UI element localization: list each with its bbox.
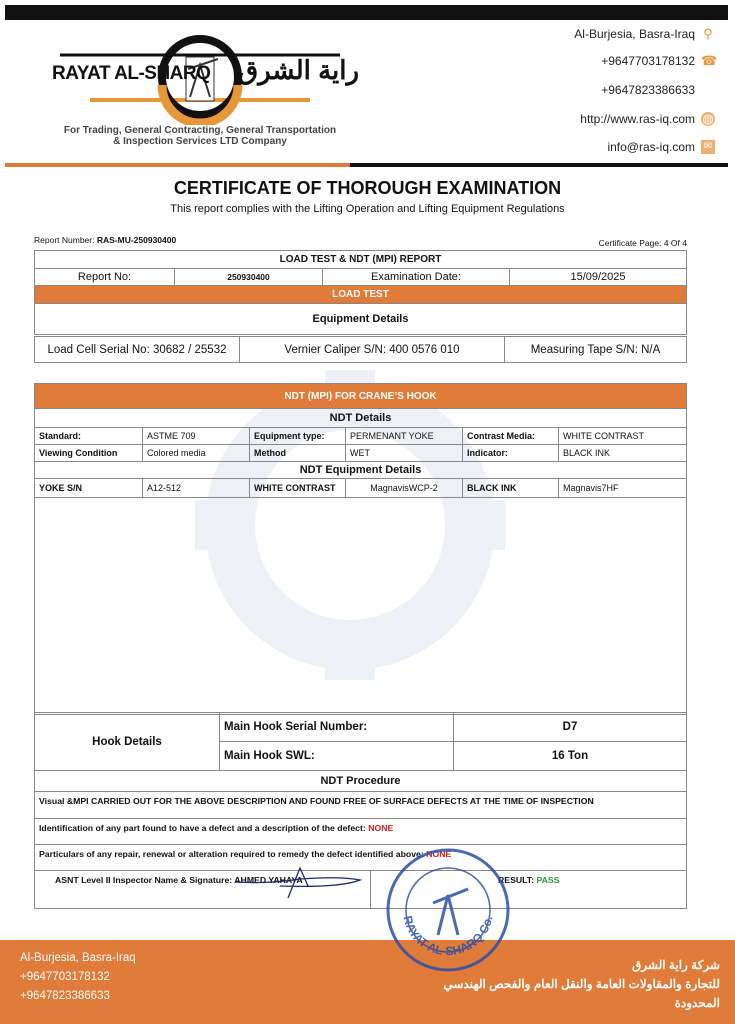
top-bar [5, 5, 728, 20]
standard-label: Standard: [35, 428, 143, 445]
contrast-media-label: Contrast Media: [463, 428, 559, 445]
indicator-value: BLACK INK [559, 445, 687, 462]
report-number [34, 235, 176, 245]
footer-ar-ltd: المحدودة [674, 996, 720, 1010]
contact-email[interactable] [607, 140, 715, 154]
equipment-row [34, 336, 687, 363]
location-pin-icon: ⚲ [703, 26, 713, 41]
result-value: PASS [536, 875, 560, 885]
footer-phone-1: +9647703178132 [20, 971, 110, 983]
spacer [701, 83, 715, 97]
method-label: Method [250, 445, 346, 462]
ndt-equipment-details-header: NDT Equipment Details [35, 462, 687, 479]
equipment-type-label: Equipment type: [250, 428, 346, 445]
hook-swl-value: 16 Ton [454, 742, 687, 771]
indicator-label: Indicator: [463, 445, 559, 462]
vernier-caliper-serial: Vernier Caliper S/N: 400 0576 010 [240, 337, 505, 363]
yoke-sn-label: YOKE S/N [35, 479, 143, 498]
mail-icon: ✉ [701, 140, 715, 154]
tagline-line-2: & Inspection Services LTD Company [113, 136, 287, 147]
method-value: WET [346, 445, 463, 462]
yoke-sn-value: A12-512 [143, 479, 250, 498]
report-number-value: RAS-MU-250930400 [96, 235, 177, 245]
load-test-table [34, 250, 687, 335]
footer-ar-services: للتجارة والمقاولات العامة والنقل العام والفحص الهندسي [443, 977, 720, 991]
white-contrast-label: WHITE CONTRAST [250, 479, 346, 498]
globe-icon: ◍ [702, 111, 714, 126]
ndt-details-header: NDT Details [35, 409, 687, 428]
company-stamp-icon [383, 845, 513, 975]
measuring-tape-serial: Measuring Tape S/N: N/A [505, 337, 687, 363]
divider-black [350, 163, 728, 167]
identification-label: Identification of any part found to have a defect and a description of the defect: [39, 823, 369, 833]
image-area [35, 498, 687, 715]
contact-address [574, 27, 715, 41]
contact-text[interactable]: info@ras-iq.com [607, 140, 695, 154]
contrast-media-value: WHITE CONTRAST [559, 428, 687, 445]
exam-date-label: Examination Date: [323, 269, 510, 286]
logo-text-ar: راية الشرق [238, 55, 360, 85]
report-title: LOAD TEST & NDT (MPI) REPORT [35, 251, 687, 269]
viewing-condition-label: Viewing Condition [35, 445, 143, 462]
ndt-procedure-header: NDT Procedure [35, 771, 687, 792]
svg-text:RAYAT AL-SHARQ Co.: RAYAT AL-SHARQ Co. [400, 914, 496, 959]
repair-value: NONE [426, 849, 452, 859]
tagline-line-1: For Trading, General Contracting, General Transportation [63, 125, 337, 136]
certificate-page: Certificate Page: 4 Of 4 [598, 238, 687, 248]
company-logo [40, 25, 360, 155]
white-contrast-value: MagnavisWCP-2 [346, 479, 463, 498]
viewing-condition-value: Colored media [143, 445, 250, 462]
contact-text: +9647823386633 [601, 83, 695, 97]
signature-icon [230, 862, 370, 902]
equipment-type-value: PERMENANT YOKE [346, 428, 463, 445]
footer-address: Al-Burjesia, Basra-Iraq [20, 952, 136, 964]
divider-orange [5, 163, 350, 167]
hook-serial-label: Main Hook Serial Number: [220, 713, 454, 742]
report-no-value: 250930400 [175, 269, 323, 286]
inspector-label: ASNT Level II Inspector Name & Signature: [55, 875, 235, 885]
phone-icon: ☎ [701, 53, 718, 68]
black-ink-value: Magnavis7HF [559, 479, 687, 498]
repair-label: Particulars of any repair, renewal or alteration required to remedy the defect identified above: [39, 849, 427, 859]
hook-swl-label: Main Hook SWL: [220, 742, 454, 771]
contact-text: +9647703178132 [601, 54, 695, 68]
certificate-title: CERTIFICATE OF THOROUGH EXAMINATION [173, 178, 562, 198]
tagline [40, 125, 360, 147]
inspector-name: AHMED YAHAYA [234, 875, 303, 885]
ndt-header: NDT (MPI) FOR CRANE’S HOOK [35, 384, 687, 409]
contact-text: Al-Burjesia, Basra-Iraq [574, 27, 695, 41]
contact-phone-1 [601, 53, 718, 68]
contact-phone-2 [601, 83, 715, 97]
certificate-subtitle: This report complies with the Lifting Operation and Lifting Equipment Regulations [170, 203, 565, 215]
hook-table [34, 712, 687, 771]
load-test-header: LOAD TEST [35, 286, 687, 304]
report-no-label: Report No: [35, 269, 175, 286]
logo-text-en: RAYAT AL-SHARQ [52, 63, 211, 84]
equipment-details-header: Equipment Details [35, 304, 687, 335]
hook-details-label: Hook Details [35, 713, 220, 771]
identification-value: NONE [368, 823, 394, 833]
black-ink-label: BLACK INK [463, 479, 559, 498]
visual-statement: Visual &MPI CARRIED OUT FOR THE ABOVE DESCRIPTION AND FOUND FREE OF SURFACE DEFECTS AT THE TIME OF INSPECTION [35, 792, 687, 819]
contact-website[interactable] [580, 112, 715, 126]
footer-ar-company: شركة راية الشرق [631, 958, 720, 972]
report-number-label: Report Number: [34, 235, 97, 245]
result-label: RESULT: [498, 875, 537, 885]
identification-row [35, 819, 687, 845]
contact-text[interactable]: http://www.ras-iq.com [580, 112, 695, 126]
standard-value: ASTME 709 [143, 428, 250, 445]
hook-serial-value: D7 [454, 713, 687, 742]
load-cell-serial: Load Cell Serial No: 30682 / 25532 [35, 337, 240, 363]
footer-phone-2: +9647823386633 [20, 990, 110, 1002]
ndt-table [34, 383, 687, 715]
exam-date-value: 15/09/2025 [510, 269, 687, 286]
